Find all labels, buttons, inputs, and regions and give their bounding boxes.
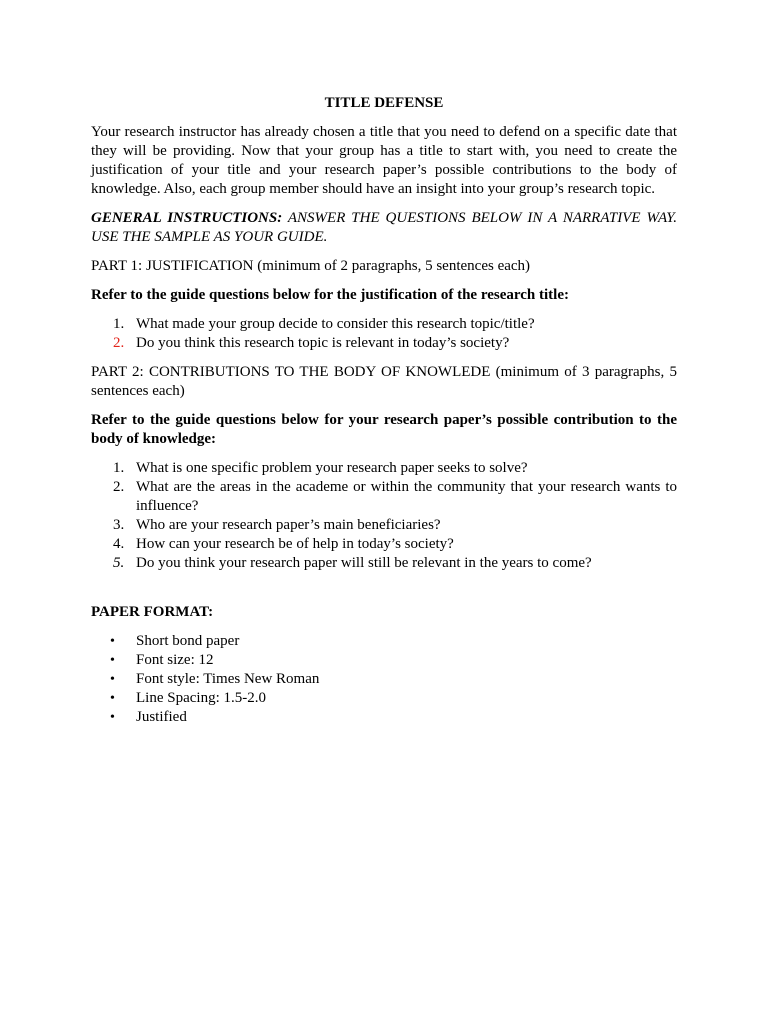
bullet-icon: • — [110, 691, 115, 706]
list-item — [91, 516, 677, 535]
part1-question-list — [91, 315, 677, 353]
question-text: Who are your research paper’s main beneficiaries? — [136, 517, 441, 533]
format-item: Short bond paper — [136, 633, 240, 649]
part1-guide: Refer to the guide questions below for the justification of the research title: — [91, 287, 569, 303]
question-text: What are the areas in the academe or within the community that your research wants to influence? — [136, 479, 677, 514]
part2-guide: Refer to the guide questions below for your research paper’s possible contribution to the body of knowledge: — [91, 412, 677, 447]
format-item: Line Spacing: 1.5-2.0 — [136, 690, 266, 706]
general-instructions-text: ANSWER THE QUESTIONS BELOW IN A NARRATIVE WAY. USE THE SAMPLE AS YOUR GUIDE. — [91, 210, 677, 245]
list-item — [91, 651, 677, 670]
part1-heading: PART 1: JUSTIFICATION (minimum of 2 paragraphs, 5 sentences each) — [91, 258, 531, 274]
list-item — [91, 334, 677, 353]
list-number: 1. — [113, 460, 125, 476]
part2-question-list — [91, 459, 677, 573]
list-item — [91, 535, 677, 554]
list-item — [91, 315, 677, 334]
document-body — [91, 94, 677, 727]
question-text: How can your research be of help in today’s society? — [136, 536, 454, 552]
bullet-icon: • — [110, 710, 115, 725]
list-number: 4. — [113, 536, 125, 552]
paper-format-heading: PAPER FORMAT: — [91, 604, 214, 620]
document-title: TITLE DEFENSE — [324, 95, 444, 111]
bullet-icon: • — [110, 634, 115, 649]
list-item — [91, 554, 677, 573]
list-item — [91, 708, 677, 727]
list-number: 5. — [113, 555, 125, 571]
bullet-icon: • — [110, 653, 115, 668]
list-number: 1. — [113, 316, 125, 332]
format-item: Font style: Times New Roman — [136, 671, 320, 687]
list-item — [91, 478, 677, 516]
list-item — [91, 689, 677, 708]
list-item — [91, 459, 677, 478]
part2-heading: PART 2: CONTRIBUTIONS TO THE BODY OF KNOWLEDE (minimum of 3 paragraphs, 5 sentences each) — [91, 364, 677, 399]
list-number: 3. — [113, 517, 125, 533]
question-text: What is one specific problem your research paper seeks to solve? — [136, 460, 528, 476]
list-item — [91, 670, 677, 689]
section-spacer — [91, 583, 677, 603]
question-text: Do you think this research topic is relevant in today’s society? — [136, 335, 510, 351]
list-number: 2. — [113, 479, 125, 495]
list-number: 2. — [113, 335, 125, 351]
format-item: Font size: 12 — [136, 652, 214, 668]
question-text: Do you think your research paper will still be relevant in the years to come? — [136, 555, 592, 571]
general-instructions — [91, 209, 677, 247]
bullet-icon: • — [110, 672, 115, 687]
list-item — [91, 632, 677, 651]
format-item: Justified — [136, 709, 187, 725]
general-instructions-label: GENERAL INSTRUCTIONS: — [91, 210, 283, 226]
question-text: What made your group decide to consider this research topic/title? — [136, 316, 535, 332]
intro-paragraph: Your research instructor has already chosen a title that you need to defend on a specific date that they will be providing. Now that your group has a title to start with, you need to create the justification of your title and your research paper’s possible contributions to the body of knowledge. Also, each group member should have an insight into your group’s research topic. — [91, 124, 677, 197]
paper-format-list — [91, 632, 677, 727]
